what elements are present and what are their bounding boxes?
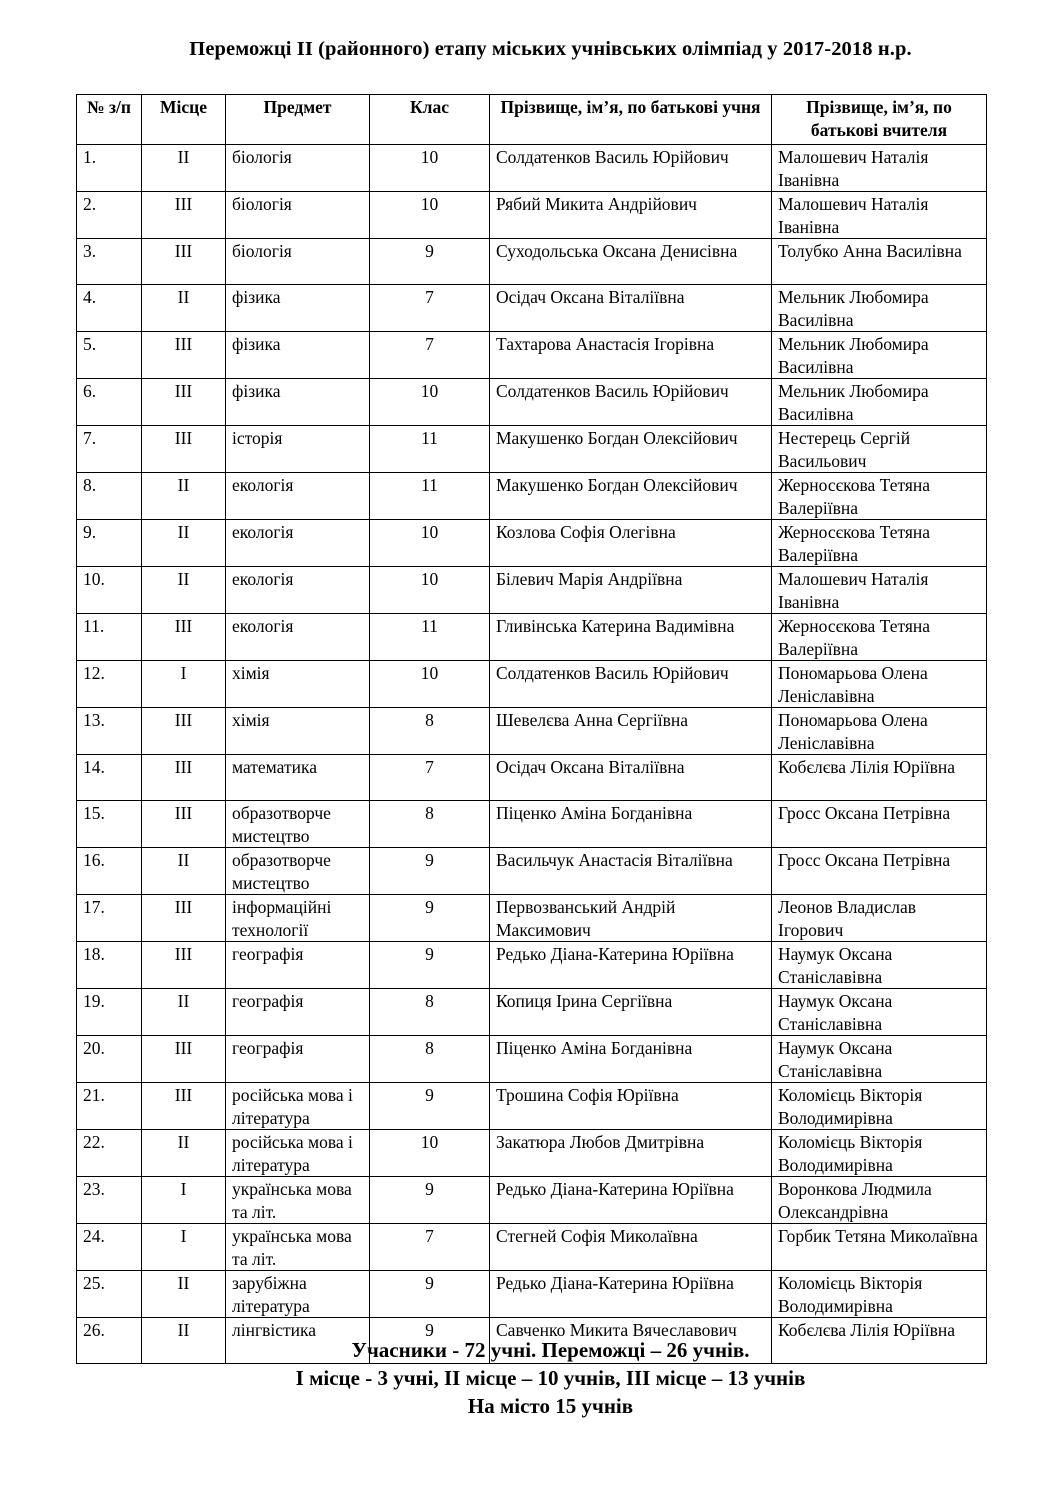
table-row [77,1130,987,1177]
student-name-cell: Васильчук Анастасія Віталіївна [490,848,772,895]
teacher-name-cell: Воронкова Людмила Олександрівна [772,1177,987,1224]
table-row [77,1224,987,1271]
place-cell: ІІІ [142,614,226,661]
subject-cell: образотворче мистецтво [226,848,370,895]
teacher-name-cell: Кобєлєва Лілія Юріївна [772,1318,987,1364]
grade-cell: 9 [370,895,490,942]
place-cell: ІІ [142,848,226,895]
student-name-cell: Редько Діана-Катерина Юріївна [490,942,772,989]
student-name-cell: Тахтарова Анастасія Ігорівна [490,332,772,379]
student-name-cell: Трошина Софія Юріївна [490,1083,772,1130]
subject-cell: хімія [226,661,370,708]
place-cell: ІІ [142,989,226,1036]
winners-table [76,94,987,1364]
student-name-cell: Копиця Ірина Сергіївна [490,989,772,1036]
table-row [77,895,987,942]
grade-cell: 9 [370,942,490,989]
row-number: 7. [77,426,142,473]
grade-cell: 9 [370,848,490,895]
row-number: 4. [77,285,142,332]
teacher-name-cell: Коломієць Вікторія Володимирівна [772,1083,987,1130]
table-row [77,285,987,332]
place-cell: ІІІ [142,895,226,942]
place-cell: ІІІ [142,755,226,801]
grade-cell: 7 [370,1224,490,1271]
table-header-row [77,95,987,145]
student-name-cell: Стегней Софія Миколаївна [490,1224,772,1271]
student-name-cell: Редько Діана-Катерина Юріївна [490,1271,772,1318]
grade-cell: 11 [370,614,490,661]
row-number: 3. [77,239,142,285]
row-number: 21. [77,1083,142,1130]
table-row [77,1177,987,1224]
student-name-cell: Солдатенков Василь Юрійович [490,661,772,708]
subject-cell: лінгвістика [226,1318,370,1364]
header-teacher: Прізвище, ім’я, по батькові вчителя [772,95,987,145]
row-number: 19. [77,989,142,1036]
teacher-name-cell: Наумук Оксана Станіславівна [772,989,987,1036]
header-subject: Предмет [226,95,370,145]
place-cell: ІІІ [142,332,226,379]
teacher-name-cell: Пономарьова Олена Леніславівна [772,661,987,708]
subject-cell: екологія [226,567,370,614]
student-name-cell: Закатюра Любов Дмитрівна [490,1130,772,1177]
header-student: Прізвище, ім’я, по батькові учня [490,95,772,145]
grade-cell: 7 [370,285,490,332]
table-row [77,379,987,426]
teacher-name-cell: Жерносєкова Тетяна Валеріївна [772,614,987,661]
place-cell: ІІІ [142,1036,226,1083]
place-cell: ІІІ [142,1083,226,1130]
row-number: 9. [77,520,142,567]
place-cell: ІІ [142,1130,226,1177]
student-name-cell: Савченко Микита Вячеславович [490,1318,772,1364]
table-body [77,145,987,1364]
grade-cell: 10 [370,145,490,192]
row-number: 17. [77,895,142,942]
subject-cell: математика [226,755,370,801]
student-name-cell: Козлова Софія Олегівна [490,520,772,567]
grade-cell: 7 [370,755,490,801]
table-row [77,708,987,755]
table-row [77,332,987,379]
row-number: 13. [77,708,142,755]
table-row [77,473,987,520]
teacher-name-cell: Пономарьова Олена Леніславівна [772,708,987,755]
table-row [77,661,987,708]
teacher-name-cell: Леонов Владислав Ігорович [772,895,987,942]
place-cell: ІІІ [142,426,226,473]
student-name-cell: Редько Діана-Катерина Юріївна [490,1177,772,1224]
subject-cell: історія [226,426,370,473]
teacher-name-cell: Толубко Анна Василівна [772,239,987,285]
subject-cell: хімія [226,708,370,755]
grade-cell: 9 [370,1177,490,1224]
subject-cell: зарубіжна література [226,1271,370,1318]
teacher-name-cell: Наумук Оксана Станіславівна [772,942,987,989]
student-name-cell: Солдатенков Василь Юрійович [490,145,772,192]
teacher-name-cell: Кобєлєва Лілія Юріївна [772,755,987,801]
grade-cell: 10 [370,1130,490,1177]
grade-cell: 10 [370,379,490,426]
student-name-cell: Осідач Оксана Віталіївна [490,285,772,332]
grade-cell: 9 [370,1318,490,1364]
grade-cell: 11 [370,426,490,473]
row-number: 12. [77,661,142,708]
place-cell: ІІ [142,567,226,614]
teacher-name-cell: Жерносєкова Тетяна Валеріївна [772,473,987,520]
place-cell: ІІІ [142,192,226,239]
grade-cell: 8 [370,708,490,755]
teacher-name-cell: Коломієць Вікторія Володимирівна [772,1130,987,1177]
place-cell: ІІ [142,285,226,332]
table-row [77,942,987,989]
row-number: 25. [77,1271,142,1318]
grade-cell: 8 [370,801,490,848]
place-cell: ІІІ [142,942,226,989]
student-name-cell: Макушенко Богдан Олексійович [490,473,772,520]
header-num: № з/п [77,95,142,145]
table-row [77,1271,987,1318]
place-cell: І [142,661,226,708]
student-name-cell: Білевич Марія Андріївна [490,567,772,614]
subject-cell: російська мова і література [226,1130,370,1177]
teacher-name-cell: Мельник Любомира Василівна [772,285,987,332]
table-row [77,145,987,192]
table-row [77,520,987,567]
teacher-name-cell: Наумук Оксана Станіславівна [772,1036,987,1083]
teacher-name-cell: Малошевич Наталія Іванівна [772,192,987,239]
place-cell: ІІ [142,1318,226,1364]
teacher-name-cell: Гросс Оксана Петрівна [772,801,987,848]
row-number: 23. [77,1177,142,1224]
row-number: 1. [77,145,142,192]
grade-cell: 8 [370,989,490,1036]
place-cell: ІІІ [142,801,226,848]
place-cell: ІІІ [142,239,226,285]
summary-places: І місце - 3 учні, ІІ місце – 10 учнів, ІІІ місце – 13 учнів [295,1366,806,1390]
place-cell: ІІІ [142,379,226,426]
teacher-name-cell: Малошевич Наталія Іванівна [772,567,987,614]
teacher-name-cell: Малошевич Наталія Іванівна [772,145,987,192]
student-name-cell: Солдатенков Василь Юрійович [490,379,772,426]
place-cell: ІІ [142,520,226,567]
place-cell: ІІ [142,145,226,192]
student-name-cell: Рябий Микита Андрійович [490,192,772,239]
grade-cell: 11 [370,473,490,520]
row-number: 24. [77,1224,142,1271]
header-grade: Клас [370,95,490,145]
student-name-cell: Гливінська Катерина Вадимівна [490,614,772,661]
row-number: 2. [77,192,142,239]
grade-cell: 7 [370,332,490,379]
row-number: 11. [77,614,142,661]
place-cell: ІІ [142,473,226,520]
summary [0,1336,1061,1420]
summary-participants: Учасники - 72 учні. Переможці – 26 учнів. [351,1338,750,1362]
subject-cell: біологія [226,145,370,192]
place-cell: І [142,1224,226,1271]
subject-cell: біологія [226,192,370,239]
summary-city: На місто 15 учнів [467,1394,634,1418]
subject-cell: фізика [226,379,370,426]
row-number: 20. [77,1036,142,1083]
page-title: Переможці ІІ (районного) етапу міських учнівських олімпіад у 2017-2018 н.р. [189,38,912,60]
grade-cell: 10 [370,661,490,708]
row-number: 10. [77,567,142,614]
grade-cell: 10 [370,192,490,239]
teacher-name-cell: Мельник Любомира Василівна [772,379,987,426]
teacher-name-cell: Коломієць Вікторія Володимирівна [772,1271,987,1318]
subject-cell: українська мова та літ. [226,1177,370,1224]
subject-cell: екологія [226,520,370,567]
row-number: 14. [77,755,142,801]
subject-cell: фізика [226,332,370,379]
table-row [77,426,987,473]
subject-cell: українська мова та літ. [226,1224,370,1271]
row-number: 26. [77,1318,142,1364]
grade-cell: 10 [370,567,490,614]
student-name-cell: Первозванський Андрій Максимович [490,895,772,942]
subject-cell: російська мова і література [226,1083,370,1130]
row-number: 6. [77,379,142,426]
subject-cell: образотворче мистецтво [226,801,370,848]
place-cell: ІІ [142,1271,226,1318]
table-row [77,1083,987,1130]
table-row [77,989,987,1036]
teacher-name-cell: Нестерець Сергій Васильович [772,426,987,473]
student-name-cell: Макушенко Богдан Олексійович [490,426,772,473]
grade-cell: 9 [370,1083,490,1130]
student-name-cell: Осідач Оксана Віталіївна [490,755,772,801]
subject-cell: географія [226,1036,370,1083]
table-row [77,801,987,848]
row-number: 5. [77,332,142,379]
table-row [77,755,987,801]
teacher-name-cell: Горбик Тетяна Миколаївна [772,1224,987,1271]
subject-cell: екологія [226,614,370,661]
teacher-name-cell: Гросс Оксана Петрівна [772,848,987,895]
subject-cell: екологія [226,473,370,520]
place-cell: І [142,1177,226,1224]
place-cell: ІІІ [142,708,226,755]
row-number: 8. [77,473,142,520]
grade-cell: 10 [370,520,490,567]
row-number: 16. [77,848,142,895]
subject-cell: географія [226,989,370,1036]
row-number: 18. [77,942,142,989]
table-row [77,614,987,661]
grade-cell: 8 [370,1036,490,1083]
row-number: 15. [77,801,142,848]
teacher-name-cell: Мельник Любомира Василівна [772,332,987,379]
student-name-cell: Суходольська Оксана Денисівна [490,239,772,285]
row-number: 22. [77,1130,142,1177]
student-name-cell: Піценко Аміна Богданівна [490,1036,772,1083]
table-row [77,567,987,614]
header-place: Місце [142,95,226,145]
grade-cell: 9 [370,1271,490,1318]
student-name-cell: Шевелєва Анна Сергіївна [490,708,772,755]
subject-cell: фізика [226,285,370,332]
table-row [77,192,987,239]
table-row [77,239,987,285]
subject-cell: біологія [226,239,370,285]
table-row [77,848,987,895]
subject-cell: географія [226,942,370,989]
subject-cell: інформаційні технології [226,895,370,942]
student-name-cell: Піценко Аміна Богданівна [490,801,772,848]
teacher-name-cell: Жерносєкова Тетяна Валеріївна [772,520,987,567]
grade-cell: 9 [370,239,490,285]
table-row [77,1036,987,1083]
